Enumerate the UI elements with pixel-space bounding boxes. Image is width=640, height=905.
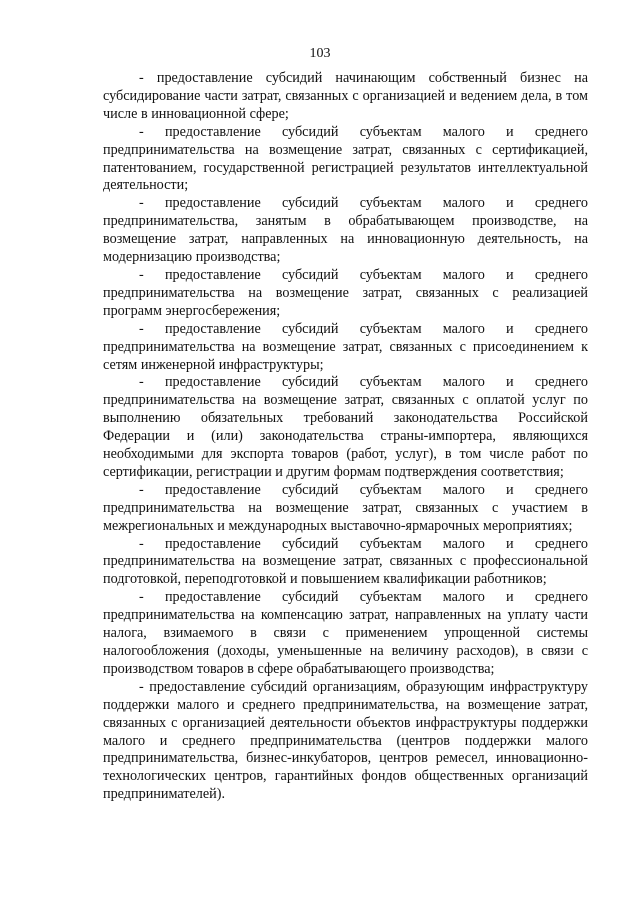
paragraph: - предоставление субсидий субъектам малого и среднего предпринимательства, занятым в обрабатывающем производстве, на возмещение затрат, направленных на инновационную деятельность, на модернизацию производства; [103,195,588,266]
paragraph: - предоставление субсидий начинающим собственный бизнес на субсидирование части затрат, связанных с организацией и ведением дела, в том числе в инновационной сфере; [103,70,588,122]
paragraph: - предоставление субсидий субъектам малого и среднего предпринимательства на возмещение затрат, связанных с оплатой услуг по выполнению обязательных требований законодательства Российской Федерации и (или) законодательства страны-импортера, являющихся необходимыми для экспорта товаров (работ, услуг), в том числе работ по сертификации, регистрации и другим формам подтверждения соответствия; [103,374,588,480]
body-text [103,70,588,804]
paragraph: - предоставление субсидий субъектам малого и среднего предпринимательства на возмещение затрат, связанных с профессиональной подготовкой, переподготовкой и повышением квалификации работников; [103,535,588,588]
paragraph: - предоставление субсидий организациям, образующим инфраструктуру поддержки малого и среднего предпринимательства, на возмещение затрат, связанных с организацией деятельности объектов инфраструктуры поддержки малого и среднего предпринимательства (центров поддержки малого предпринимательства, бизнес-инкубаторов, центров ремесел, инновационно-технологических центров, гарантийных фондов общественных организаций предпринимателей). [103,678,588,803]
paragraph: - предоставление субсидий субъектам малого и среднего предпринимательства на возмещение затрат, связанных с сертификацией, патентованием, государственной регистрацией результатов интеллектуальной деятельности; [103,123,588,194]
page-number: 103 [309,46,331,61]
paragraph: - предоставление субсидий субъектам малого и среднего предпринимательства на компенсацию затрат, направленных на уплату части налога, взимаемого в связи с применением упрощенной системы налогообложения (доходы, уменьшенные на величину расходов), в связи с производством товаров в сфере обрабатывающего производства; [103,589,588,677]
paragraph: - предоставление субсидий субъектам малого и среднего предпринимательства на возмещение затрат, связанных с участием в межрегиональных и международных выставочно-ярмарочных мероприятиях; [103,481,588,534]
paragraph: - предоставление субсидий субъектам малого и среднего предпринимательства на возмещение затрат, связанных с присоединением к сетям инженерной инфраструктуры; [103,320,588,373]
paragraph: - предоставление субсидий субъектам малого и среднего предпринимательства на возмещение затрат, связанных с реализацией программ энергосбережения; [103,266,588,319]
